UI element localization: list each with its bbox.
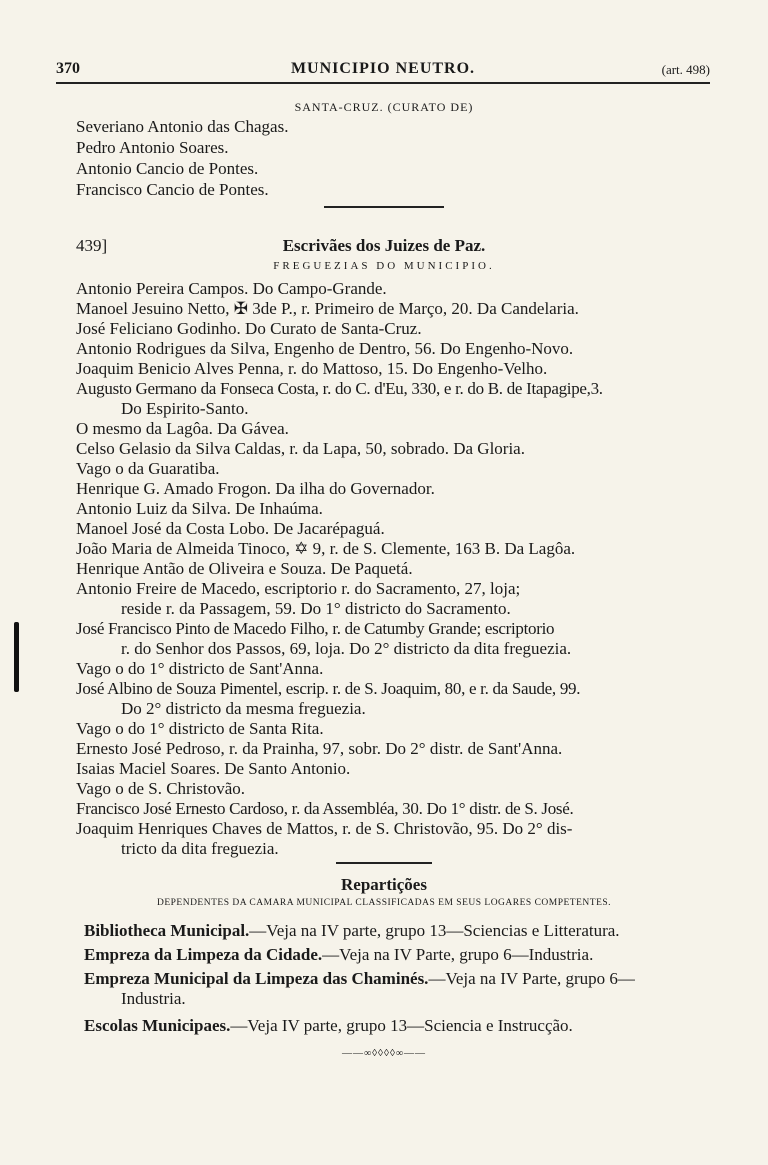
entry-name: Empreza Municipal da Limpeza das Chaminés. <box>84 969 429 988</box>
divider <box>336 862 432 864</box>
list-item: Henrique G. Amado Frogon. Da ilha do Governador. <box>76 479 435 498</box>
list-item-continuation <box>121 988 186 1009</box>
divider <box>324 206 444 208</box>
entry-text: —Veja na IV Parte, grupo 6— <box>428 969 635 988</box>
list-item-continuation: Do Espirito-Santo. <box>121 399 249 418</box>
list-item-continuation: reside r. da Passagem, 59. Do 1° districto do Sacramento. <box>121 599 511 618</box>
list-item: Augusto Germano da Fonseca Costa, r. do C. d'Eu, 330, e r. do B. de Itapagipe,3. <box>76 379 603 398</box>
list-item: Celso Gelasio da Silva Caldas, r. da Lapa, 50, sobrado. Da Gloria. <box>76 439 525 458</box>
list-item: Joaquim Benicio Alves Penna, r. do Mattoso, 15. Do Engenho-Velho. <box>76 359 548 378</box>
list-item-continuation: tricto da dita freguezia. <box>121 839 279 858</box>
section-title-reparticoes: Repartições <box>341 875 427 894</box>
entry-text: Industria. <box>121 989 186 1008</box>
page-header <box>56 56 710 84</box>
list-item: Pedro Antonio Soares. <box>76 138 229 157</box>
list-item: Vago o do 1° districto de Santa Rita. <box>76 719 324 738</box>
entry-text: —Veja na IV Parte, grupo 6—Industria. <box>322 945 594 964</box>
list-item: Francisco José Ernesto Cardoso, r. da Assembléa, 30. Do 1° distr. de S. José. <box>76 799 574 818</box>
list-item: Vago o da Guaratiba. <box>76 459 220 478</box>
list-item: Antonio Cancio de Pontes. <box>76 159 259 178</box>
page-number: 370 <box>56 60 80 77</box>
list-item: José Feliciano Godinho. Do Curato de Santa-Cruz. <box>76 319 422 338</box>
list-item-continuation: r. do Senhor dos Passos, 69, loja. Do 2° districto da dita freguezia. <box>121 639 572 658</box>
list-item: Manoel José da Costa Lobo. De Jacarépaguá. <box>76 519 385 538</box>
list-item: João Maria de Almeida Tinoco, ✡ 9, r. de S. Clemente, 163 B. Da Lagôa. <box>76 539 576 558</box>
margin-ink-mark <box>14 622 19 692</box>
end-ornament: ——∞◊◊◊◊∞—— <box>341 1048 427 1059</box>
section-title-escrivaes: Escrivães dos Juizes de Paz. <box>282 236 486 255</box>
list-item: Francisco Cancio de Pontes. <box>76 180 269 199</box>
list-item <box>84 1015 573 1036</box>
list-item: Antonio Freire de Macedo, escriptorio r. do Sacramento, 27, loja; <box>76 579 521 598</box>
list-item: Severiano Antonio das Chagas. <box>76 117 289 136</box>
article-number: 439] <box>76 236 108 255</box>
running-title: MUNICIPIO NEUTRO. <box>290 60 476 77</box>
list-item <box>84 968 635 989</box>
list-item: Antonio Luiz da Silva. De Inhaúma. <box>76 499 323 518</box>
article-reference: (art. 498) <box>661 62 710 77</box>
list-item-continuation: Do 2° districto da mesma freguezia. <box>121 699 366 718</box>
list-item: Isaias Maciel Soares. De Santo Antonio. <box>76 759 351 778</box>
list-item: Ernesto José Pedroso, r. da Prainha, 97, sobr. Do 2° distr. de Sant'Anna. <box>76 739 563 758</box>
list-item: Manoel Jesuino Netto, ✠ 3de P., r. Primeiro de Março, 20. Da Candelaria. <box>76 299 579 318</box>
entry-name: Empreza da Limpeza da Cidade. <box>84 945 323 964</box>
list-item: Antonio Pereira Campos. Do Campo-Grande. <box>76 279 387 298</box>
list-item: Joaquim Henriques Chaves de Mattos, r. de S. Christovão, 95. Do 2° dis- <box>76 819 573 838</box>
list-item: Antonio Rodrigues da Silva, Engenho de Dentro, 56. Do Engenho-Novo. <box>76 339 574 358</box>
entry-text: —Veja IV parte, grupo 13—Sciencia e Instrucção. <box>230 1016 573 1035</box>
list-item: O mesmo da Lagôa. Da Gávea. <box>76 419 289 438</box>
list-item: Vago o do 1° districto de Sant'Anna. <box>76 659 324 678</box>
list-item <box>84 920 620 941</box>
entry-text: —Veja na IV parte, grupo 13—Sciencias e Litteratura. <box>249 921 620 940</box>
section-heading-santa-cruz: SANTA-CRUZ. (CURATO DE) <box>294 100 474 114</box>
list-item: José Francisco Pinto de Macedo Filho, r. de Catumby Grande; escriptorio <box>76 619 555 638</box>
list-item: José Albino de Souza Pimentel, escrip. r. de S. Joaquim, 80, e r. da Saude, 99. <box>76 679 581 698</box>
entry-name: Escolas Municipaes. <box>84 1016 231 1035</box>
entry-name: Bibliotheca Municipal. <box>84 921 250 940</box>
list-item: Vago o de S. Christovão. <box>76 779 246 798</box>
list-item: Henrique Antão de Oliveira e Souza. De Paquetá. <box>76 559 413 578</box>
list-item <box>84 944 593 965</box>
section-subtitle-dependentes: DEPENDENTES DA CAMARA MUNICIPAL CLASSIFICADAS EM SEUS LOGARES COMPETENTES. <box>156 898 612 908</box>
section-subtitle-freguezias: FREGUEZIAS DO MUNICIPIO. <box>273 260 495 272</box>
